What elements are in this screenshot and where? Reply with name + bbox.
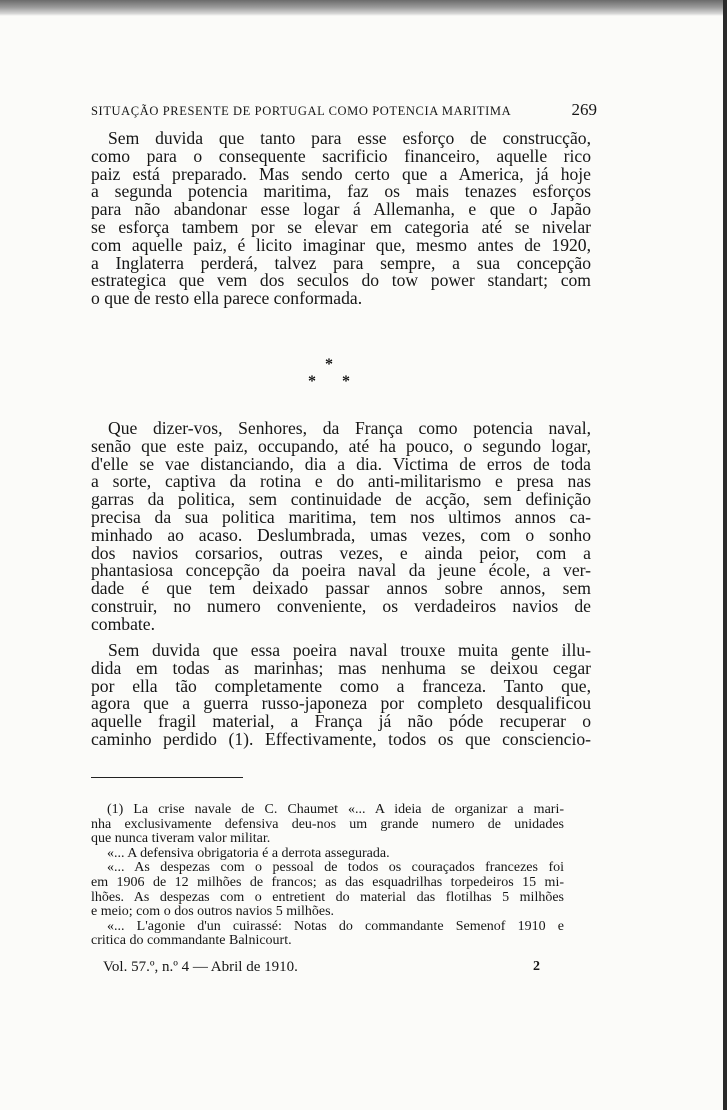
signature-mark: 2	[533, 959, 540, 974]
text-line: como para o consequente sacrificio financeiro, aquelle rico	[91, 145, 591, 166]
text-line: construir, no numero conveniente, os verdadeiros navios de	[91, 595, 591, 616]
text-line: a Inglaterra perderá, talvez para sempre, a sua concepção	[91, 252, 591, 273]
text-line: caminho perdido (1). Effectivamente, todos os que consciencio-	[91, 728, 591, 749]
text-line: paiz está preparado. Mas sendo certo que a America, já hoje	[91, 163, 591, 184]
separator-star: *	[308, 373, 316, 390]
footnotes	[91, 803, 564, 949]
text-line: dos navios corsarios, outras vezes, e ainda peior, com a	[91, 542, 591, 563]
page-number: 269	[571, 100, 597, 119]
separator-star: *	[325, 356, 333, 373]
text-line: para não abandonar esse logar á Allemanha, e que o Japão	[91, 199, 591, 220]
running-header	[91, 100, 597, 120]
text-line: estrategica que vem dos seculos do tow power standart; com	[91, 270, 591, 291]
footnote-line: «... A defensiva obrigatoria é a derrota assegurada.	[107, 845, 390, 861]
footnote-line: «... L'agonie d'un cuirassé: Notas do commandante Semenof 1910 e	[107, 918, 564, 934]
volume-info: Vol. 57.º, n.º 4 — Abril de 1910.	[103, 959, 298, 975]
footnote-line: lhões. As despezas com o entretient do material das flotilhas 5 milhões	[91, 889, 564, 905]
text-line: com aquelle paiz, é licito imaginar que, mesmo antes de 1920,	[91, 234, 591, 255]
footnote-line: e meio; com o dos outros navios 5 milhões.	[91, 904, 335, 920]
text-line: agora que a guerra russo-japoneza por completo desqualificou	[91, 693, 591, 714]
text-line: Sem duvida que essa poeira naval trouxe muita gente illu-	[108, 640, 591, 660]
section-separator	[300, 356, 360, 392]
footnote-line: nha exclusivamente defensiva deu-nos um grande numero de unidades	[91, 816, 564, 832]
footnote-line: que nunca tiveram valor militar.	[91, 831, 271, 847]
text-line: por ella tão completamente como a franceza. Tanto que,	[91, 675, 591, 696]
running-title: SITUAÇÃO PRESENTE DE PORTUGAL COMO POTENCIA MARITIMA	[91, 104, 512, 118]
text-line: combate.	[91, 613, 155, 634]
paragraph-3	[91, 642, 591, 749]
footnote-line: (1) La crise navale de C. Chaumet «... A ideia de organizar a mari-	[107, 802, 564, 817]
text-line: garras da politica, sem continuidade de acção, sem definição	[91, 489, 591, 510]
text-line: Que dizer-vos, Senhores, da França como potencia naval,	[108, 418, 591, 438]
scan-edge-shadow	[0, 0, 723, 16]
text-line: o que de resto ella parece conformada.	[91, 288, 363, 309]
text-line: dida em todas as marinhas; mas nenhuma se deixou cegar	[91, 657, 591, 678]
text-line: Sem duvida que tanto para esse esforço de construcção,	[108, 128, 591, 148]
paragraph-2	[91, 420, 591, 634]
text-line: senão que este paiz, occupando, até ha pouco, o segundo logar,	[91, 435, 591, 456]
text-line: d'elle se vae distanciando, dia a dia. Victima de erros de toda	[91, 453, 591, 474]
separator-star: *	[342, 373, 350, 390]
text-line: a sorte, captiva da rotina e do anti-militarismo e presa nas	[91, 471, 591, 492]
footnote-line: «... As despezas com o pessoal de todos os couraçados francezes foi	[107, 860, 564, 876]
footnote-line: em 1906 de 12 milhões de francos; as das esquadrilhas torpedeiros 15 mi-	[91, 874, 564, 890]
text-line: dade é que tem deixado passar annos sobre annos, sem	[91, 578, 591, 599]
text-line: aquelle fragil material, a França já não póde recuperar o	[91, 711, 591, 732]
text-line: minhado ao acaso. Deslumbrada, umas vezes, com o sonho	[91, 524, 591, 545]
footnote-rule	[91, 777, 243, 778]
text-line: phantasiosa concepção da poeira naval da jeune école, a ver-	[91, 560, 591, 581]
text-line: se esforça tambem por se elevar em categoria até se nivelar	[91, 216, 591, 237]
page-footer	[103, 959, 540, 976]
paragraph-1	[91, 130, 591, 308]
text-line: a segunda potencia maritima, faz os mais tenazes esforços	[91, 181, 591, 202]
text-line: precisa da sua politica maritima, tem nos ultimos annos ca-	[91, 506, 591, 527]
footnote-line: critica do commandante Balnicourt.	[91, 933, 292, 949]
